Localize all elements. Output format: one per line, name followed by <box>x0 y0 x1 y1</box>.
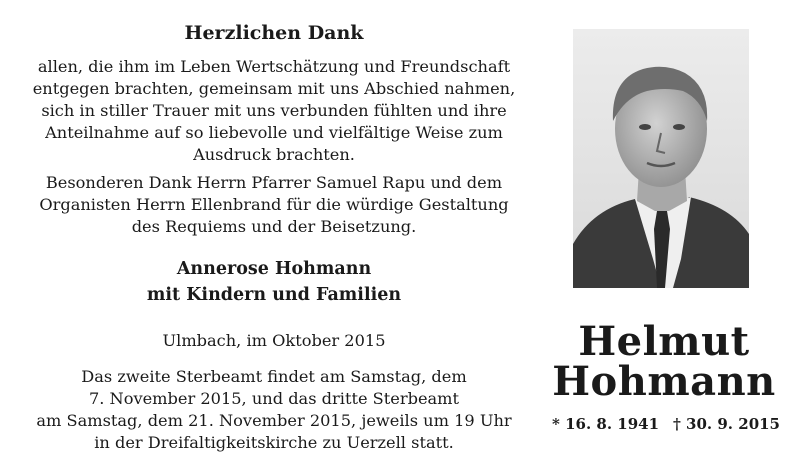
special-thanks-line: Besonderen Dank Herrn Pfarrer Samuel Rapu und dem <box>45 173 503 192</box>
thanks-line: entgegen brachten, gemeinsam mit uns Abschied nahmen, <box>32 79 516 98</box>
signers <box>18 256 530 308</box>
special-thanks-paragraph <box>18 172 530 238</box>
special-thanks-line: Organisten Herrn Ellenbrand für die würdige Gestaltung <box>39 195 509 214</box>
service-note-line: in der Dreifaltigkeitskirche zu Uerzell statt. <box>94 433 454 452</box>
thanks-column <box>18 20 530 470</box>
portrait-photo <box>573 29 749 288</box>
death-date: † 30. 9. 2015 <box>672 415 780 433</box>
signer-family: mit Kindern und Familien <box>146 285 402 305</box>
life-dates <box>552 414 780 434</box>
service-note <box>18 366 530 454</box>
signer-name: Annerose Hohmann <box>176 259 372 279</box>
notice-heading: Herzlichen Dank <box>184 22 364 44</box>
deceased-last-name: Hohmann <box>552 358 776 405</box>
special-thanks-line: des Requiems und der Beisetzung. <box>131 217 417 236</box>
thanks-line: sich in stiller Trauer mit uns verbunden fühlten und ihre <box>41 101 507 120</box>
deceased-first-name: Helmut <box>578 318 750 365</box>
service-note-line: Das zweite Sterbeamt findet am Samstag, dem <box>81 367 467 386</box>
birth-date: * 16. 8. 1941 <box>552 415 660 433</box>
service-note-line: am Samstag, dem 21. November 2015, jeweils um 19 Uhr <box>36 411 512 430</box>
thanks-line: allen, die ihm im Leben Wertschätzung und Freundschaft <box>37 57 511 76</box>
service-note-line: 7. November 2015, und das dritte Sterbeamt <box>88 389 460 408</box>
place-date: Ulmbach, im Oktober 2015 <box>162 331 386 350</box>
deceased-name <box>548 318 780 405</box>
thanks-paragraph <box>18 56 530 166</box>
thanks-line: Anteilnahme auf so liebevolle und vielfältige Weise zum <box>45 123 503 142</box>
portrait-illustration <box>573 29 749 288</box>
thanks-line: Ausdruck brachten. <box>193 145 355 164</box>
